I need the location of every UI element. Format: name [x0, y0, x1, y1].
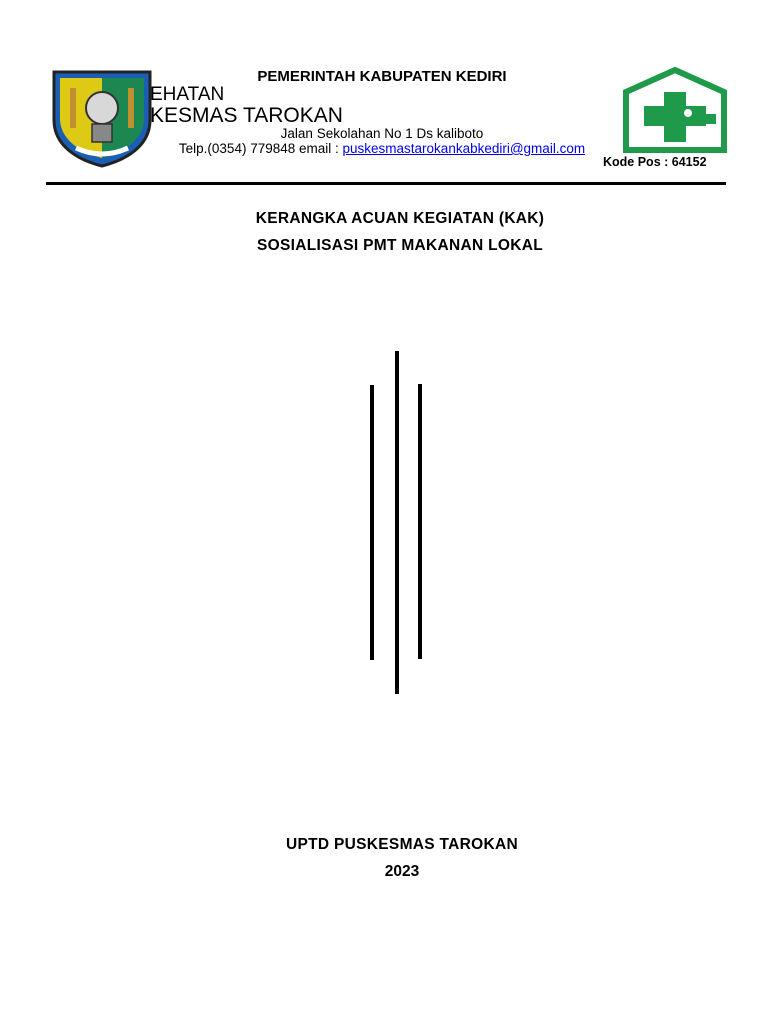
header-institution: KESMAS TAROKAN	[150, 104, 343, 127]
footer-organization: UPTD PUSKESMAS TAROKAN	[286, 836, 518, 853]
document-title: KERANGKA ACUAN KEGIATAN (KAK)	[255, 210, 545, 227]
document-subtitle: SOSIALISASI PMT MAKANAN LOKAL	[257, 237, 543, 254]
decorative-bar-center	[395, 351, 399, 694]
postal-code: Kode Pos : 64152	[603, 155, 707, 169]
header-divider	[46, 182, 726, 185]
header-title: PEMERINTAH KABUPATEN KEDIRI	[257, 68, 507, 85]
header-address: Jalan Sekolahan No 1 Ds kaliboto	[280, 126, 484, 141]
puskesmas-logo	[622, 66, 728, 154]
decorative-bar-left	[370, 385, 374, 660]
footer-year: 2023	[384, 863, 420, 880]
email-link[interactable]: puskesmastarokankabkediri@gmail.com	[342, 141, 586, 156]
header-telp: Telp.(0354) 779848 email :	[178, 141, 343, 156]
header-department: EHATAN	[150, 84, 225, 105]
decorative-bar-right	[418, 384, 422, 659]
